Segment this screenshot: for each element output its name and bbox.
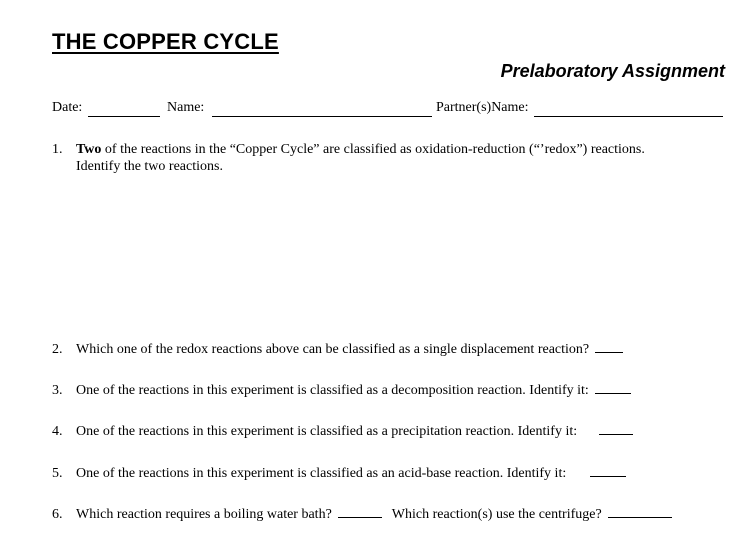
question-5-number: 5. <box>52 466 63 481</box>
question-2-text: Which one of the redox reactions above can be classified as a single displacement reaction? <box>76 342 590 357</box>
name-label: Name: <box>167 100 205 115</box>
question-3-number: 3. <box>52 383 63 398</box>
question-2-answer-blank <box>595 351 623 353</box>
page-title: THE COPPER CYCLE <box>52 29 279 54</box>
question-2-number: 2. <box>52 342 63 357</box>
question-1-bold-lead: Two <box>76 142 102 157</box>
question-6-answer-blank-a <box>338 516 382 518</box>
question-1-body <box>76 141 645 175</box>
question-3-answer-blank <box>595 392 631 394</box>
question-4-number: 4. <box>52 424 63 439</box>
page-subtitle: Prelaboratory Assignment <box>500 61 725 81</box>
date-label: Date: <box>52 100 83 115</box>
partner-label: Partner(s)Name: <box>436 100 529 115</box>
question-3-text: One of the reactions in this experiment is classified as a decomposition reaction. Identify it: <box>76 383 589 398</box>
question-6-text-a: Which reaction requires a boiling water bath? <box>76 507 332 522</box>
question-1-text: of the reactions in the “Copper Cycle” are classified as oxidation-reduction (“’redox”) reactions. <box>101 142 645 157</box>
question-6-text-b: Which reaction(s) use the centrifuge? <box>391 507 602 522</box>
question-1-number: 1. <box>52 142 63 157</box>
date-blank <box>88 116 160 117</box>
name-blank <box>212 116 432 117</box>
question-6-number: 6. <box>52 507 63 522</box>
question-4-answer-blank <box>599 433 633 435</box>
partner-blank <box>534 116 723 117</box>
question-6-answer-blank-b <box>608 516 672 518</box>
question-1-text-line2: Identify the two reactions. <box>76 159 223 174</box>
student-info-row <box>52 100 724 120</box>
question-5-answer-blank <box>590 475 626 477</box>
question-5-text: One of the reactions in this experiment is classified as an acid-base reaction. Identify it: <box>76 466 567 481</box>
question-4-text: One of the reactions in this experiment is classified as a precipitation reaction. Identify it: <box>76 424 578 439</box>
